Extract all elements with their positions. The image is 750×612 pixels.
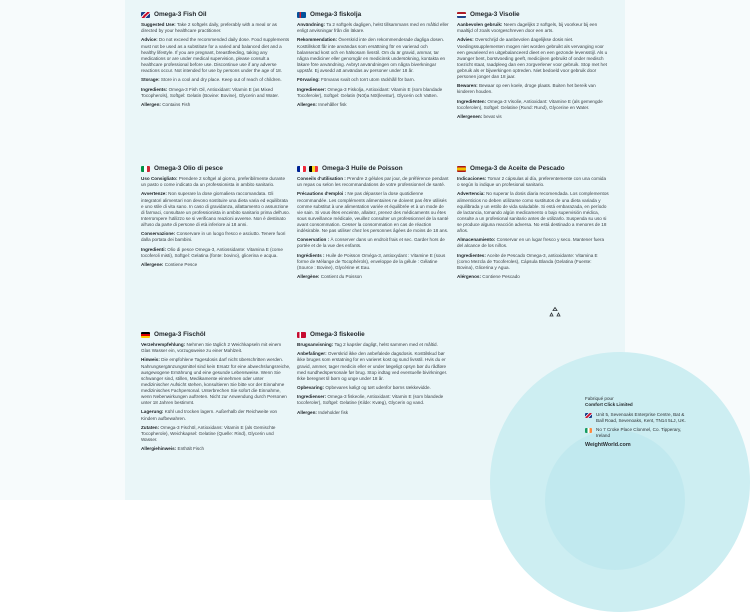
netherlands-flag-icon [457,12,466,18]
label: Conseils d'utilisation : [297,176,346,182]
text: Förvaras svalt och torrt utom räckhåll för barn. [319,77,415,83]
label: Verzehrempfehlung: [141,342,186,348]
flags [297,166,318,172]
text: Contient du Poisson [319,274,362,280]
label: Användning: [297,22,326,28]
section-title: Omega-3 fiskolja [310,11,362,18]
label: Ingredienti: [141,246,167,252]
label: Conservation : [297,237,330,243]
label: Ingredientes: [457,252,486,258]
text: Prendre 2 gélules par jour, de préférence pendant un repas ou selon les recommandations de votre professionnel de santé. [297,176,449,188]
section-italian [141,166,291,271]
label: Ingredienser: [297,86,327,92]
text: Tomar 2 cápsulas al día, preferentemente con una comida o según lo indique un profesional sanitario. [457,176,607,188]
section-title: Omega-3 Olio di pesce [154,165,223,172]
label: Indicaciones: [457,176,487,182]
section-dutch [457,12,609,123]
company-name: Comfort Click Limited [585,402,633,407]
text: Do not exceed the recommended daily dose. Food supplements must not be used as a substitute for a varied and balanced diet and a healthy lifestyle. If you are pregnant, breastfeeding, taking any medications or are under medical supervision, please consult a healthcare professional before use. Discontinue use if any adverse reactions occur. Not intended for use by persons under the age of 18. [141,37,290,73]
text: Enthält Fisch [176,446,205,452]
section-heading [297,332,449,338]
label: Allergène: [297,274,320,280]
label: Uso Consigliato: [141,176,178,182]
label: Ingrédients : [297,252,325,258]
label: Allergenen: [457,114,483,120]
uk-flag-icon [585,413,592,418]
label: Allergen: [297,101,317,107]
label: Anbefalinger: [297,351,327,357]
text: Prendere 2 softgel al giorno, preferibilmente durante un pasto o come indicato da un professionista in ambito sanitario. [141,176,286,188]
text: Non superare la dose giornaliera raccomandata. Gli integratori alimentari non devono sostituire una dieta varia ed equilibrata e uno stile di vita sano. In caso di gravidanza, allattamento o assunzione di farmaci, consultare un professionista in ambito sanitario prima dell'uso. Interrompere l'utilizzo se si verificano reazioni avverse. Non è destinato all'uso da parte di persone di età inferiore ai 18 anni. [141,191,290,227]
label: Ingrediënten: [457,98,487,104]
section-heading [297,166,449,172]
text: Bewaar op een koele, droge plaats. Buiten het bereik van kinderen houden. [457,83,596,95]
label: Avvertenze: [141,191,167,197]
label: Bewaren: [457,83,478,89]
label: Aanbevolen gebruik: [457,22,503,28]
section-spanish [457,166,609,283]
label: Allergene: [141,261,164,267]
section-german [141,332,291,456]
address-text: No 7 Croke Place Clonmel, Co. Tipperary, Ireland [596,427,682,438]
label: Allergiehinweis: [141,446,177,452]
label: Alérgenos: [457,274,481,280]
text: Neem dagelijks 2 softgels, bij voorkeur bij een maaltijd of zoals voorgeschreven door een arts. [457,22,598,34]
section-french [297,166,449,283]
section-title: Omega-3 Huile de Poisson [322,165,403,172]
address-ireland [585,427,686,439]
brand-website: WeightWorld.com [585,442,631,448]
text: Overskrid ikke den anbefalede dagsdosis. Kosttilskud bør ikke bruges som erstatning for en varieret kost og sund livsstil. Hvis du er gravid, ammer, tager medicin eller er under lægeligt opsyn bør du rådføre med sundhedspersonale før brug. Stop indtag ved eventuelle bivirkninger. Ikke beregnet til børn og unge under 18 år. [297,351,448,381]
text: Överskrid inte den rekommenderade dagliga dosen. Kosttillskott får inte användas som ersättning för en varierad och balanserad kost och en hälsosam livsstil. Om du är gravid, ammar, tar några mediciner eller genomgår en medicinsk undersökning, kontakta en läkare före användning. Avbryt användningen om några biverkningar uppstår. Ej avsedd att användas av personer under 18 år. [297,37,446,73]
section-heading [141,166,291,172]
text: Opbevares køligt og tørt udenfor børns rækkevidde. [324,385,431,391]
made-for-label: Fabriqué pour [585,396,614,401]
section-title: Omega-3 Visolie [470,11,520,18]
text: Kühl und trocken lagern. Außerhalb der Reichweite von Kindern aufbewahren. [141,409,278,421]
text: Indeholder fisk [316,409,349,415]
label: Förvaring: [297,77,320,83]
france-flag-icon [297,166,306,172]
uk-flag-icon [141,12,150,18]
section-english [141,12,291,111]
text: No superar la dosis diaria recomendada. Los complementos alimenticios no deben utilizarse como sustitutos de una dieta variada y equilibrada y un estilo de vida saludable. Si está embarazada, en período de lactancia, tomando algún medicamento o bajo supervisión médica, consulte a un profesional sanitario antes de utilizarlo. Suspenda su uso si se produce alguna reacción adversa. No está destinado a menores de 18 años. [457,191,609,234]
text: Store in a cool and dry place. Keep out of reach of children. [159,77,282,83]
label: Allergen: [141,101,161,107]
label: Almacenamiento: [457,237,496,243]
italy-flag-icon [141,166,150,172]
text: Omega-3 Fischöl, Antioxidans: Vitamin E (als Gemischte Tocopherole), Weichkapsel: Gelatine (Quelle: Rind), Glycerin und Wasser. [141,424,276,442]
belgium-flag-icon [309,166,318,172]
label: Suggested Use: [141,22,176,28]
text: Omega-3 Visolie, Antioxidant: Vitamine E (als gemengde tocoferolen), Softgel: Gelatine (Rund: Rund), Glycerine en Water. [457,98,603,110]
section-title: Omega-3 Fischöl [154,331,206,338]
text: Huile de Poisson Oméga-3, antioxydant : Vitamine E (sous forme de Mélange de Tocophérols), enveloppe de la gélule : Gélatine (Source : Bovine), Glycérine et Eau. [297,252,446,270]
section-heading [141,12,291,18]
recycle-icon [549,306,561,318]
label: Opbevaring: [297,385,325,391]
text: Omega-3 Fish Oil, Antioxidant: Vitamin E (as Mixed Tocopherols), Softgel: Gelatin (Bovine: Bovine), Glycerin and Water. [141,86,279,98]
spain-flag-icon [457,166,466,172]
germany-flag-icon [141,332,150,338]
label: Rekommendation: [297,37,338,43]
label: Conservazione: [141,231,176,237]
text: Conservare in un luogo fresco e asciutto. Tenere fuori dalla portata dei bambini. [141,231,286,243]
text: Contains Fish [160,101,191,107]
address-text: Unit 5, Sevenoaks Enterprise Centre, Bat & Ball Road, Sevenoaks, Kent, TN14 5LJ, UK. [596,412,686,423]
text: Olio di pesce Omega-3, Antiossidante: Vitamina E (come tocoferoli misti), Softgel: Gelatina (fonte: bovino), glicerina e acqua. [141,246,283,258]
text: Tag 2 kapsler dagligt, helst sammen med et måltid. [333,342,438,348]
section-danish [297,332,449,419]
label: Brugsanvisning: [297,342,334,348]
label: Ingredienser: [297,394,327,400]
label: Zutaten: [141,424,160,430]
label: Lagerung: [141,409,164,415]
label: Précautions d'emploi : [297,191,347,197]
section-heading [457,12,609,18]
flag-icon [297,12,306,18]
label: Hinweis: [141,357,160,363]
denmark-flag-icon [297,332,306,338]
section-heading [457,166,609,172]
text: Die empfohlene Tagesdosis darf nicht überschritten werden. Nahrungsergänzungsmittel sind kein Ersatz für eine abwechslungsreiche, ausgewogene Ernährung und eine gesunde Lebensweise. Wenn Sie schwanger sind, stillen, Medikamente einnehmen oder unter medizinischer Aufsicht stehen, konsultieren Sie bitte vor der Einnahme medizinisches Fachpersonal. Unterbrechen Sie sofort die Einnahme, wenn Nebenwirkungen auftreten. Nicht zur Anwendung durch Personen unter 18 Jahren bestimmt. [141,357,291,406]
decorative-circle-small [545,430,685,570]
label: Advertencia: [457,191,485,197]
section-swedish [297,12,449,111]
section-title: Omega-3 fiskeolie [310,331,365,338]
ireland-flag-icon [585,428,592,433]
text: Omega-3 Fiskolja, Antioxidant: Vitamin E (som blandade Tocoferoler), Softgel: Gelatin (Nöt)a Nöt)levstur), Glycerin och Vatten. [297,86,443,98]
text: Overschrijd de aanbevolen dagelijkse dosis niet. Voedingssupplementen mogen niet worden gebruikt als vervanging voor een gevarieerd en uitgebalanceerd dieet en een gezonde levensstijl. Als u zwanger bent, borstvoeding geeft, medicijnen gebruikt of onder medisch toezicht staat, raadpleeg dan een zorgverlener voor gebruik. Stop met het gebruik als er bijwerkingen optreden. Niet bedoeld voor gebruik door personen jonger dan 18 jaar. [457,37,608,80]
section-title: Omega-3 Fish Oil [154,11,207,18]
text: bevat vis [482,114,502,120]
text: Take 2 softgels daily, preferably with a meal or as directed by your healthcare practitioner. [141,22,277,34]
text: Omega-3 fiskeolie, Antioxidant: Vitamin E (som blandede tocoferoler), Softgel: Gelatine (Kilde: Kvæg), Glycerin og vand. [297,394,444,406]
text: Contiene Pesce [163,261,198,267]
text: Ta 2 softgels dagligen, helst tillsammans med en måltid eller enligt anvisningar från din läkare. [297,22,449,34]
label: Advice: [141,37,158,43]
section-heading [141,332,291,338]
text: Aceite de Pescado Omega-3, antioxidante: Vitamina E (como Mezcla de Tocoferoles), Cápsula Blanda (Gelatina (Fuente: Bovina), Glicerina y Agua. [457,252,598,270]
text: Ne pas dépasser la dose quotidienne recommandée. Les compléments alimentaires ne doivent pas être utilisés comme substitut à une alimentation variée et équilibrée et à un mode de vie sain. Si vous êtes enceinte, allaitez, prenez des médicaments ou êtes sous surveillance médicale, veuillez consulter un professionnel de la santé avant consommation. Cesser la consommation en cas de réaction indésirable. Ne pas utiliser chez les personnes âgées de moins de 18 ans. [297,191,449,234]
left-margin [0,0,125,500]
label: Ingredients: [141,86,168,92]
label-panel [125,0,686,500]
text: À conserver dans un endroit frais et sec. Garder hors de portée et de la vue des enfants. [297,237,445,249]
text: Nehmen Sie täglich 2 Weichkapseln mit einem Glas Wasser ein, vorzugsweise zu einer Mahlzeit. [141,342,282,354]
section-heading [297,12,449,18]
manufacturer-block [585,396,686,448]
text: Innehåller fisk [316,101,347,107]
section-title: Omega-3 de Aceite de Pescado [470,165,565,172]
label: Allergen: [297,409,317,415]
address-uk [585,412,686,424]
text: Conservar en un lugar fresco y seco. Mantener fuera del alcance de los niños. [457,237,605,249]
text: Contiene Pescado [481,274,520,280]
label: Storage: [141,77,160,83]
label: Advies: [457,37,474,43]
